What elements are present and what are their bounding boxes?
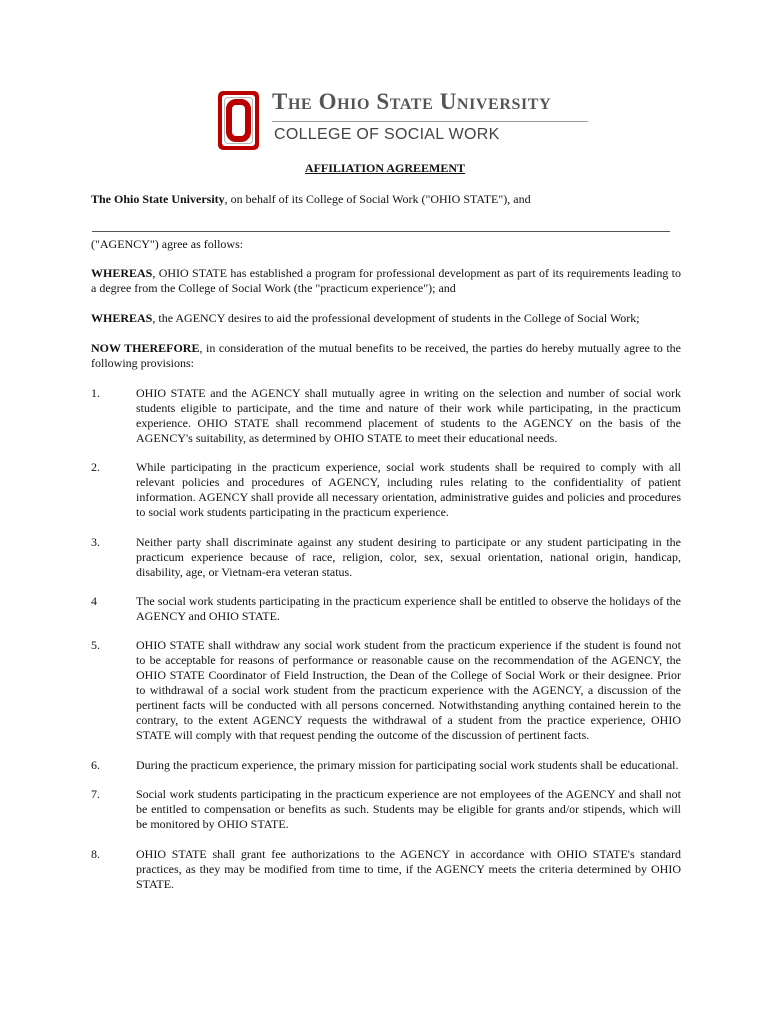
item-text: Neither party shall discriminate against any student desiring to participate or any student participating in the practicum experience because of race, religion, color, sex, sexual orientation, national origin, handicap, disability, age, or Vietnam-era veteran status. [136,535,681,579]
item-number: 8. [91,847,100,861]
item-number: 3. [91,535,100,549]
now-therefore-paragraph [91,341,681,371]
item-text: OHIO STATE and the AGENCY shall mutually agree in writing on the selection and number of social work students eligible to participate, and the time and nature of their work while participating, in the practicum experience. OHIO STATE shall recommend placement of students to the AGENCY on the basis of the AGENCY's suitability, as determined by OHIO STATE to meet their educational needs. [136,386,681,445]
item-text: During the practicum experience, the primary mission for participating social work students shall be educational. [136,758,679,772]
whereas-paragraph-2 [91,311,681,326]
item-text: OHIO STATE shall withdraw any social work student from the practicum experience if the student is found not to be acceptable for reasons of performance or reasonable cause on the recommendation of the AGENCY, the OHIO STATE Coordinator of Field Instruction, the Dean of the College of Social Work or their designee. Prior to withdrawal of a social work student from the practicum experience with the AGENCY, a discussion of the pertinent facts will be conducted with all persons concerned. Notwithstanding anything contained herein to the contrary, to the extent AGENCY requests the withdrawal of a student from the practice experience, OHIO STATE will comply with that request pending the outcome of the discussion of pertinent facts. [136,638,681,742]
item-text: The social work students participating in the practicum experience shall be entitled to observe the holidays of the AGENCY and OHIO STATE. [136,594,681,623]
block-o-icon [218,91,259,150]
college-name: COLLEGE OF SOCIAL WORK [274,126,500,143]
agency-line: ("AGENCY") agree as follows: [91,237,244,251]
item-text: OHIO STATE shall grant fee authorizations to the AGENCY in accordance with OHIO STATE's standard practices, as they may be modified from time to time, if the AGENCY meets the criteria determined by OHIO STATE. [136,847,681,891]
item-number: 5. [91,638,100,652]
item-number: 1. [91,386,100,400]
whereas-1-bold: WHEREAS [91,266,153,280]
university-logo [218,88,590,152]
item-text: While participating in the practicum experience, social work students shall be required to comply with all relevant policies and procedures of AGENCY, including rules relating to the confidentiality of patient information. AGENCY shall provide all necessary orientation, administrative guides and policies and procedures to social work students participating in the practicum experience. [136,460,681,519]
intro-text: , on behalf of its College of Social Work ("OHIO STATE"), and [224,192,531,206]
whereas-2-text: , the AGENCY desires to aid the professional development of students in the College of Social Work; [152,311,640,325]
intro-paragraph [91,192,681,207]
now-therefore-text: , in consideration of the mutual benefits to be received, the parties do hereby mutually agree to the following provisions: [91,341,681,370]
document-title: AFFILIATION AGREEMENT [304,161,466,175]
whereas-2-bold: WHEREAS [91,311,153,325]
intro-bold: The Ohio State University [91,192,225,206]
whereas-1-text: , OHIO STATE has established a program for professional development as part of its requirements leading to a degree from the College of Social Work (the "practicum experience"); and [91,266,681,295]
logo-divider [272,121,588,122]
item-text: Social work students participating in the practicum experience are not employees of the AGENCY and shall not be entitled to compensation or benefits as such. Students may be eligible for grants and/or stipends, which will be monitored by OHIO STATE. [136,787,681,831]
item-number: 7. [91,787,100,801]
agency-name-blank [92,231,670,232]
university-name: The Ohio State University [272,89,552,114]
item-number: 2. [91,460,100,474]
now-therefore-bold: NOW THEREFORE [91,341,200,355]
item-number: 4 [91,594,97,608]
item-number: 6. [91,758,100,772]
whereas-paragraph-1 [91,266,681,296]
